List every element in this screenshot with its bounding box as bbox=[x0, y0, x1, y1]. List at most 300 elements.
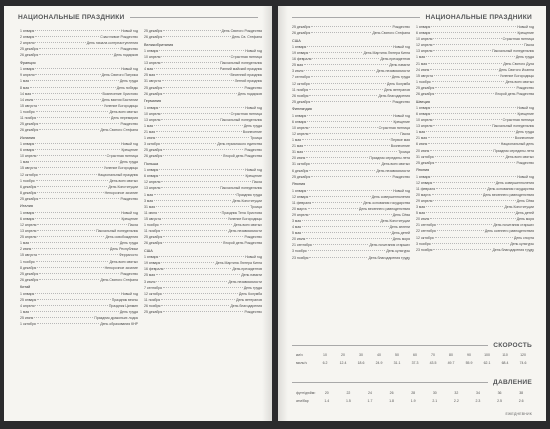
holiday-date: 4 мая bbox=[144, 67, 154, 72]
holiday-name: Новый год bbox=[393, 113, 410, 118]
holiday-date: 11 ноября bbox=[20, 116, 37, 120]
dot-leader bbox=[37, 186, 107, 187]
holiday-date: 1 января bbox=[144, 105, 159, 110]
holiday-name: День культуры bbox=[510, 241, 534, 246]
holiday-date: 26 ноября bbox=[292, 93, 309, 98]
holiday-name: Вознесение bbox=[390, 144, 410, 149]
holiday-name: Рождество bbox=[392, 174, 410, 179]
dot-leader bbox=[309, 127, 377, 128]
dot-leader bbox=[36, 261, 109, 262]
country-heading: Китай bbox=[20, 285, 31, 290]
holiday-name: День Святого Стефана bbox=[100, 277, 138, 282]
holiday-name: Страстная пятница bbox=[106, 154, 138, 159]
dot-leader bbox=[35, 36, 99, 37]
dot-leader bbox=[164, 268, 231, 269]
holiday-date: 3 мая bbox=[416, 205, 426, 210]
dot-leader bbox=[163, 242, 222, 243]
holiday-date: 12 октября bbox=[292, 81, 310, 86]
holiday-column-1 bbox=[292, 24, 410, 261]
country-heading: Япония bbox=[416, 168, 430, 173]
dot-leader bbox=[311, 76, 391, 77]
holiday-name: День начала контрнаступления bbox=[86, 41, 138, 46]
dot-leader bbox=[430, 150, 492, 151]
holiday-name: День детей bbox=[391, 231, 410, 236]
holiday-date: 5 мая bbox=[292, 231, 302, 236]
dot-leader bbox=[39, 48, 119, 49]
dot-leader bbox=[309, 89, 383, 90]
dot-leader bbox=[309, 133, 399, 134]
holiday-name: Рождество bbox=[244, 309, 262, 314]
holiday-name: День президентов bbox=[232, 267, 262, 272]
dot-leader bbox=[426, 131, 515, 132]
holiday-date: 1 января bbox=[20, 29, 35, 33]
dot-leader bbox=[159, 256, 244, 257]
holiday-date: 1 октября bbox=[20, 322, 36, 327]
dot-leader bbox=[37, 267, 103, 268]
holiday-name: Непорочное зачатие bbox=[104, 265, 138, 270]
holiday-name: Новый год bbox=[517, 105, 534, 110]
holiday-name: Крещение bbox=[121, 148, 138, 153]
holiday-name: День подарков bbox=[113, 53, 138, 58]
dot-leader bbox=[39, 279, 99, 280]
holiday-date: 26 декабря bbox=[20, 128, 39, 133]
dot-leader bbox=[304, 64, 388, 65]
holiday-name: Рождество bbox=[120, 122, 138, 127]
holiday-name: День президентов bbox=[380, 57, 410, 62]
holiday-name: День ветеранов bbox=[236, 297, 262, 302]
holiday-name: День всех святых bbox=[233, 222, 262, 227]
dot-leader bbox=[163, 93, 237, 94]
dot-leader bbox=[35, 293, 120, 294]
dot-leader bbox=[161, 187, 219, 188]
dot-leader bbox=[37, 323, 99, 324]
holiday-name: День Святого Иоанна bbox=[498, 67, 534, 72]
dot-leader bbox=[37, 236, 104, 237]
holiday-name: День Сёва bbox=[516, 199, 534, 203]
holiday-date: 1 января bbox=[144, 48, 159, 53]
holiday-date: 1 января bbox=[144, 255, 159, 260]
country-heading: Италия bbox=[20, 204, 33, 209]
holiday-date: 25 декабря bbox=[20, 196, 39, 201]
country-heading: Испания bbox=[20, 135, 36, 140]
holiday-name: День труда bbox=[119, 160, 138, 165]
holiday-date: 1 мая bbox=[416, 130, 426, 135]
holiday-date: 16 февраля bbox=[292, 57, 312, 62]
conversion-value: 34 bbox=[476, 391, 480, 395]
holiday-name: День всех святых bbox=[109, 259, 138, 264]
holiday-date: 13 апреля bbox=[416, 124, 433, 129]
holiday-name: Праздник середины лета bbox=[369, 156, 410, 161]
holiday-name: Праздник Тела Христова bbox=[221, 210, 262, 215]
holiday-name: Новый год bbox=[121, 210, 138, 215]
dot-leader bbox=[35, 30, 120, 31]
dot-leader bbox=[37, 117, 110, 118]
holiday-name: Второй день Рождества bbox=[495, 92, 534, 97]
dot-leader bbox=[306, 238, 391, 239]
holiday-name: Вознесение bbox=[242, 129, 262, 134]
page-title: НАЦИОНАЛЬНЫЕ ПРАЗДНИКИ bbox=[425, 13, 532, 21]
holiday-date: 21 мая bbox=[292, 144, 304, 149]
conversion-value: 28 bbox=[411, 391, 416, 395]
holiday-date: 26 декабря bbox=[144, 241, 163, 246]
holiday-date: 3 ноября bbox=[292, 249, 307, 254]
holiday-date: 13 апреля bbox=[144, 186, 161, 191]
holiday-row bbox=[144, 153, 262, 159]
dot-leader bbox=[158, 212, 221, 213]
left-title-row bbox=[18, 12, 258, 22]
holiday-name: Рождество bbox=[244, 85, 262, 90]
holiday-date: 25 декабря bbox=[292, 99, 311, 104]
dot-leader bbox=[428, 63, 502, 64]
country-heading: Швеция bbox=[416, 99, 430, 104]
holiday-date: 26 декабря bbox=[144, 91, 163, 96]
dot-leader bbox=[161, 62, 219, 63]
holiday-name: День труда bbox=[515, 55, 534, 60]
holiday-row bbox=[416, 91, 534, 97]
holiday-date: 25 мая bbox=[144, 73, 156, 78]
holiday-row bbox=[144, 34, 262, 40]
gutter-shadow bbox=[262, 6, 272, 421]
holiday-name: День Святого Патрика bbox=[101, 73, 138, 78]
dot-leader bbox=[431, 107, 516, 108]
holiday-date: 1 января bbox=[416, 105, 431, 110]
holiday-name: День всех святых bbox=[381, 162, 410, 167]
holiday-date: 10 апреля bbox=[292, 125, 309, 130]
conversion-value: 1.7 bbox=[367, 399, 373, 403]
conversion-row bbox=[296, 389, 532, 397]
dot-leader bbox=[30, 87, 116, 88]
dot-leader bbox=[163, 149, 243, 150]
holiday-name: День труда bbox=[243, 123, 262, 128]
title-divider bbox=[292, 345, 488, 346]
holiday-name: День основания государства bbox=[363, 200, 410, 205]
holiday-name: Второй день Рождества bbox=[223, 154, 262, 159]
holiday-name: Рождество bbox=[120, 196, 138, 201]
holiday-date: 25 июня bbox=[20, 316, 34, 321]
country-heading: США bbox=[292, 38, 301, 43]
holiday-date: 6 января bbox=[292, 119, 307, 124]
dot-leader bbox=[431, 113, 516, 114]
dot-leader bbox=[307, 121, 392, 122]
conversion-value: 36 bbox=[497, 391, 502, 395]
holiday-row bbox=[292, 174, 410, 180]
dot-leader bbox=[30, 80, 119, 81]
holiday-date: 3 мая bbox=[144, 198, 154, 203]
holiday-name: Пасхальный понедельник bbox=[492, 49, 534, 54]
holiday-name: День осеннего равноденствия bbox=[484, 229, 534, 234]
dot-leader bbox=[311, 32, 371, 33]
holiday-name: Феррагосто bbox=[119, 253, 138, 258]
holiday-name: День перемирия bbox=[111, 116, 138, 120]
holiday-date: 20 июля bbox=[292, 237, 306, 242]
holiday-date: 11 ноября bbox=[292, 87, 309, 92]
dot-leader bbox=[311, 163, 381, 164]
dot-leader bbox=[306, 157, 368, 158]
dot-leader bbox=[309, 257, 367, 258]
holiday-name: Страстная пятница bbox=[230, 55, 262, 60]
dot-leader bbox=[161, 262, 214, 263]
holiday-name: День Конституции bbox=[380, 218, 410, 223]
conversion-row bbox=[296, 351, 532, 359]
dot-leader bbox=[307, 46, 392, 47]
dot-leader bbox=[163, 30, 220, 31]
holiday-name: Новый год bbox=[121, 67, 138, 72]
holiday-date: 1 мая bbox=[20, 79, 30, 84]
holiday-name: День Колумба bbox=[239, 291, 262, 296]
holiday-date: 4 апреля bbox=[20, 303, 35, 308]
conversion-value: 74.6 bbox=[519, 361, 527, 365]
dot-leader bbox=[30, 161, 119, 162]
holiday-name: День труда bbox=[243, 285, 262, 290]
holiday-date: 25 декабря bbox=[144, 148, 163, 153]
holiday-date: 16 февраля bbox=[144, 267, 164, 272]
holiday-name: Счастливое Рождество bbox=[100, 35, 138, 40]
dot-leader bbox=[39, 198, 119, 199]
holiday-name: День Св. Стефана bbox=[231, 35, 262, 40]
conversion-value: 1.4 bbox=[324, 399, 330, 403]
dot-leader bbox=[308, 250, 386, 251]
dot-leader bbox=[30, 311, 119, 312]
dot-leader bbox=[161, 299, 235, 300]
holiday-date: 22 сентября bbox=[416, 229, 436, 234]
dot-leader bbox=[434, 75, 499, 76]
dot-leader bbox=[433, 200, 515, 201]
holiday-name: День ветеранов bbox=[384, 87, 410, 92]
holiday-name: День совершеннолетия bbox=[495, 180, 534, 185]
holiday-name: Вознесение Христово bbox=[102, 91, 138, 96]
holiday-date: 23 ноября bbox=[292, 255, 309, 260]
dot-leader bbox=[163, 287, 243, 288]
holiday-name: Пасхальный понедельник bbox=[96, 229, 138, 234]
dot-leader bbox=[163, 293, 238, 294]
conversion-value: 24.9 bbox=[375, 361, 383, 365]
speed-table bbox=[296, 351, 532, 367]
conversion-value: 24 bbox=[368, 391, 372, 395]
holiday-name: Новый год bbox=[393, 188, 410, 193]
holiday-name: День благодарения bbox=[230, 303, 262, 308]
dot-leader bbox=[156, 131, 242, 132]
title-divider bbox=[130, 17, 258, 18]
dot-leader bbox=[39, 54, 113, 55]
unit-label: атм/бар bbox=[296, 399, 309, 403]
holiday-date: 15 августа bbox=[20, 166, 37, 171]
dot-leader bbox=[161, 305, 229, 306]
holiday-name: Летний праздник bbox=[234, 79, 262, 84]
holiday-name: Праздник труда bbox=[236, 192, 262, 197]
holiday-name: День весеннего равноденствия bbox=[359, 206, 410, 211]
holiday-date: 1 ноября bbox=[20, 259, 35, 264]
holiday-row bbox=[144, 309, 262, 315]
holiday-name: Второй день Рождества bbox=[223, 241, 262, 246]
holiday-name: Рождество bbox=[392, 99, 410, 104]
holiday-name: День совершеннолетия bbox=[371, 194, 410, 199]
dot-leader bbox=[432, 243, 510, 244]
holiday-name: День Святого Стефана bbox=[100, 128, 138, 133]
dot-leader bbox=[428, 143, 499, 144]
unit-label: миль/ч bbox=[296, 361, 308, 365]
holiday-name: Успение Богородицы bbox=[499, 73, 534, 78]
holiday-name: День благодарения труду bbox=[492, 247, 534, 252]
holiday-name: День почитания старших bbox=[369, 243, 410, 248]
dot-leader bbox=[37, 224, 127, 225]
holiday-name: Новый год bbox=[121, 291, 138, 296]
holiday-date: 29 апреля bbox=[416, 199, 433, 203]
holiday-name: Новый год bbox=[517, 174, 534, 179]
holiday-name: День взятия Бастилии bbox=[101, 97, 138, 102]
conversion-value: 10 bbox=[323, 353, 327, 357]
holiday-date: 20 июня bbox=[416, 148, 430, 153]
holiday-name: День Мартина Лютера Кинга bbox=[215, 261, 262, 266]
holiday-date: 26 декабря bbox=[144, 35, 163, 40]
dot-leader bbox=[433, 50, 491, 51]
holiday-name: День труда bbox=[119, 309, 138, 314]
holiday-date: 11 февраля bbox=[292, 200, 312, 205]
holiday-row bbox=[144, 91, 262, 97]
holiday-date: 20 июля bbox=[416, 217, 430, 222]
dot-leader bbox=[36, 180, 109, 181]
country-heading: Япония bbox=[292, 182, 306, 187]
holiday-name: Пасха bbox=[252, 180, 262, 185]
holiday-date: 10 апреля bbox=[20, 154, 37, 159]
dot-leader bbox=[437, 230, 484, 231]
title-divider bbox=[292, 17, 420, 18]
holiday-date: 8 мая bbox=[20, 85, 30, 90]
dot-leader bbox=[431, 26, 516, 27]
conversion-value: 40 bbox=[377, 353, 381, 357]
dot-leader bbox=[156, 74, 229, 75]
left-page bbox=[4, 6, 272, 421]
dot-leader bbox=[433, 44, 523, 45]
dot-leader bbox=[35, 143, 120, 144]
holiday-date: 25 декабря bbox=[144, 309, 163, 314]
holiday-name: Непорочное зачатие bbox=[104, 190, 138, 195]
pressure-table bbox=[296, 389, 532, 405]
holiday-date: 2 апреля bbox=[20, 41, 35, 46]
dot-leader bbox=[311, 176, 391, 177]
holiday-name: Рождество bbox=[244, 148, 262, 153]
holiday-date: 12 апреля bbox=[292, 131, 309, 136]
holiday-date: 25 декабря bbox=[144, 85, 163, 90]
conversion-value: 30 bbox=[359, 353, 363, 357]
dot-leader bbox=[34, 99, 100, 100]
holiday-name: Страстная пятница bbox=[378, 125, 410, 130]
dot-leader bbox=[35, 305, 107, 306]
holiday-date: 31 октября bbox=[292, 162, 310, 167]
holiday-date: 13 апреля bbox=[416, 49, 433, 54]
holiday-name: День почитания старших bbox=[493, 223, 534, 228]
holiday-date: 1 января bbox=[416, 25, 431, 29]
holiday-column-2 bbox=[144, 28, 262, 315]
conversion-value: 18.6 bbox=[357, 361, 365, 365]
country-heading: США bbox=[144, 248, 153, 253]
holiday-name: День зелени bbox=[389, 225, 410, 230]
holiday-name: День всех святых bbox=[505, 79, 534, 84]
dot-leader bbox=[302, 139, 389, 140]
dot-leader bbox=[302, 220, 379, 221]
holiday-date: 3 июля bbox=[144, 279, 156, 284]
holiday-name: Ранний майский праздник bbox=[219, 67, 262, 72]
holiday-date: 21 мая bbox=[416, 61, 428, 66]
dot-leader bbox=[309, 170, 375, 171]
holiday-name: Успение Богородицы bbox=[227, 216, 262, 221]
holiday-name: День Святого Стефана bbox=[372, 31, 410, 36]
conversion-value: 1.5 bbox=[345, 399, 351, 403]
dot-leader bbox=[311, 26, 391, 27]
holiday-name: Пасха bbox=[128, 222, 138, 227]
conversion-value: 1.8 bbox=[389, 399, 395, 403]
dot-leader bbox=[35, 74, 100, 75]
holiday-date: 14 мая bbox=[20, 91, 32, 96]
holiday-name: Рождество bbox=[516, 85, 534, 90]
conversion-value: 50 bbox=[395, 353, 399, 357]
dot-leader bbox=[431, 176, 516, 177]
conversion-row bbox=[296, 397, 532, 405]
gutter-shadow bbox=[278, 6, 288, 421]
holiday-row bbox=[292, 255, 410, 261]
holiday-date: 12 апреля bbox=[144, 180, 161, 185]
holiday-name: Крещение bbox=[393, 119, 410, 124]
conversion-value: 26 bbox=[389, 391, 394, 395]
dot-leader bbox=[302, 232, 390, 233]
holiday-date: 5 мая bbox=[416, 211, 426, 216]
holiday-name: День Колумба bbox=[387, 81, 410, 86]
holiday-date: 13 апреля bbox=[144, 117, 161, 122]
holiday-name: День детей bbox=[515, 211, 534, 216]
right-page bbox=[278, 6, 546, 421]
holiday-date: 31 августа bbox=[144, 79, 161, 84]
holiday-date: 6 января bbox=[20, 216, 35, 221]
dot-leader bbox=[436, 188, 486, 189]
holiday-name: Национальный праздник bbox=[97, 172, 138, 177]
holiday-name: Праздник драконьих лодок bbox=[94, 316, 138, 321]
holiday-name: День благодарения bbox=[378, 93, 410, 98]
holiday-name: День независимости bbox=[376, 168, 410, 173]
holiday-date: 25 декабря bbox=[20, 122, 39, 127]
dot-leader bbox=[307, 115, 392, 116]
holiday-date: 12 октября bbox=[20, 172, 38, 177]
dot-leader bbox=[163, 236, 243, 237]
holiday-row bbox=[20, 127, 138, 133]
holiday-name: Пасха bbox=[524, 43, 534, 48]
dot-leader bbox=[432, 81, 505, 82]
dot-leader bbox=[433, 182, 494, 183]
holiday-row bbox=[416, 160, 534, 166]
holiday-date: 26 декабря bbox=[292, 31, 311, 36]
dot-leader bbox=[162, 80, 234, 81]
holiday-name: Праздник весны bbox=[111, 297, 138, 302]
holiday-row bbox=[20, 321, 138, 327]
holiday-name: Новый год bbox=[245, 105, 262, 110]
holiday-row bbox=[416, 247, 534, 253]
holiday-name: День памяти bbox=[389, 63, 410, 68]
holiday-name: Троица bbox=[398, 150, 410, 155]
right-title-row bbox=[292, 12, 532, 22]
holiday-date: 25 декабря bbox=[292, 174, 311, 179]
dot-leader bbox=[32, 248, 109, 249]
dot-leader bbox=[159, 50, 244, 51]
holiday-date: 1 мая bbox=[20, 309, 30, 314]
holiday-row bbox=[292, 30, 410, 36]
dot-leader bbox=[163, 87, 243, 88]
dot-leader bbox=[39, 174, 97, 175]
holiday-date: 1 мая bbox=[292, 138, 302, 143]
dot-leader bbox=[161, 119, 219, 120]
dot-leader bbox=[435, 87, 515, 88]
holiday-name: Национальный день bbox=[500, 142, 534, 147]
country-heading: Великобритания bbox=[144, 42, 174, 47]
holiday-date: 21 мая bbox=[144, 129, 156, 134]
dot-leader bbox=[307, 190, 392, 191]
